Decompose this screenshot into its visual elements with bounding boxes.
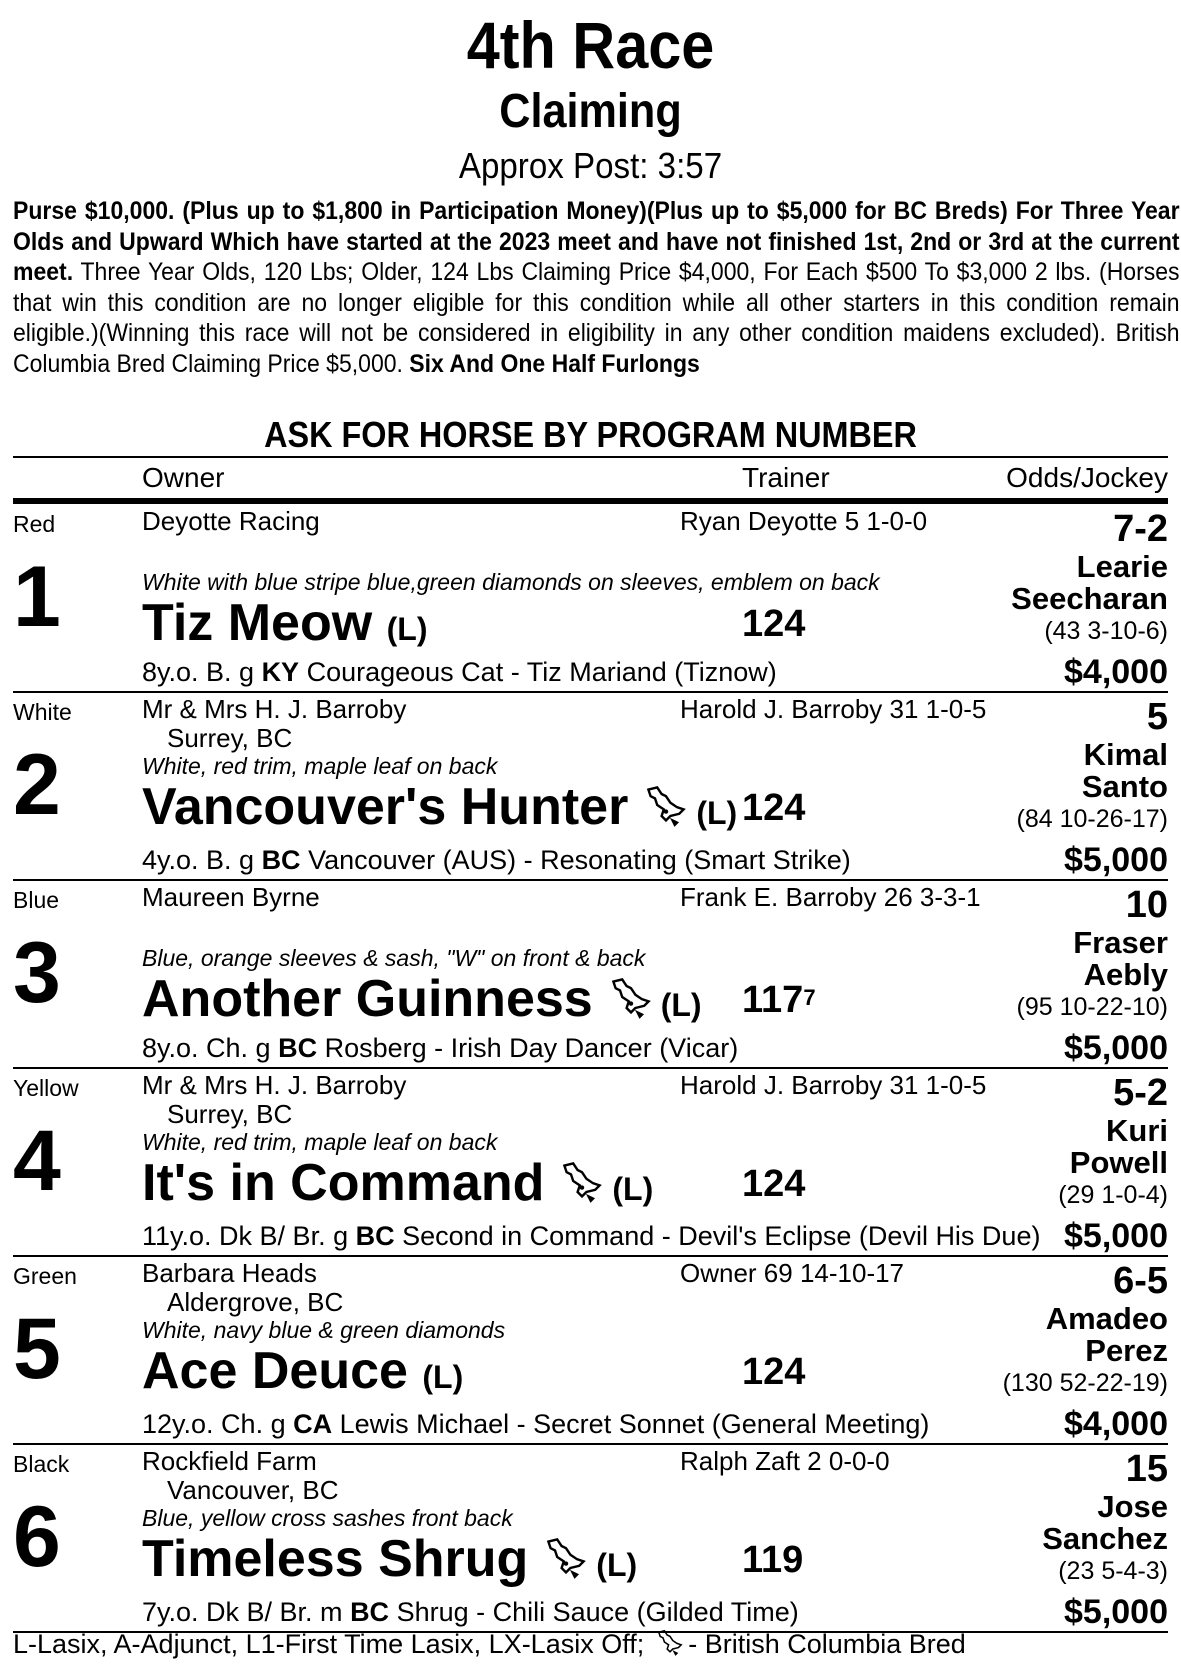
- trainer-record: Ryan Deyotte 5 1-0-0: [680, 506, 928, 536]
- entry-divider: [13, 879, 1168, 881]
- age-color-sex: 4y.o. B. g: [142, 845, 262, 875]
- pedigree: Shrug - Chili Sauce (Gilded Time): [389, 1597, 799, 1627]
- horse-entry: [0, 1070, 1181, 1257]
- owner-location: Surrey, BC: [167, 723, 293, 753]
- race-title: 4th Race: [466, 8, 715, 82]
- racing-colors: White, navy blue & green diamonds: [142, 1317, 506, 1343]
- weight: [742, 1538, 803, 1582]
- owner-name: Deyotte Racing: [142, 506, 320, 536]
- jockey-stats: (84 10-26-17): [1016, 805, 1168, 833]
- pedigree: Rosberg - Irish Day Dancer (Vicar): [317, 1033, 739, 1063]
- age-color-sex: 8y.o. Ch. g: [142, 1033, 279, 1063]
- owner-name: Maureen Byrne: [142, 882, 320, 912]
- jockey-first-name: Kimal: [1083, 737, 1168, 772]
- claiming-price: $5,000: [1064, 1217, 1168, 1255]
- horse-entry: [0, 1258, 1181, 1445]
- bc-bred-icon: [605, 973, 657, 1031]
- post-time: Approx Post: 3:57: [458, 145, 723, 186]
- program-number: 5: [13, 1301, 61, 1397]
- weight-value: 117: [742, 979, 804, 1021]
- horse-name: Tiz Meow: [142, 594, 373, 652]
- weight-value: 124: [742, 603, 806, 645]
- weight: [742, 786, 805, 830]
- breeding-line: [142, 1408, 929, 1440]
- claiming-price: $5,000: [1064, 841, 1168, 879]
- odds-jockey-column-header: Odds/Jockey: [1006, 462, 1168, 493]
- racing-colors: Blue, orange sleeves & sash, "W" on front & back: [142, 945, 646, 971]
- trainer-record: Frank E. Barroby 26 3-3-1: [680, 882, 981, 912]
- morning-line-odds: 5: [1146, 696, 1168, 738]
- horse-entry: [0, 882, 1181, 1069]
- jockey-first-name: Fraser: [1073, 925, 1168, 960]
- jockey-last-name: Aebly: [1083, 957, 1168, 992]
- program-number: 2: [13, 737, 61, 833]
- racing-colors: Blue, yellow cross sashes front back: [142, 1505, 513, 1531]
- saddle-cloth-color: White: [13, 699, 72, 725]
- racing-colors: White, red trim, maple leaf on back: [142, 753, 498, 779]
- jockey-last-name: Powell: [1069, 1145, 1168, 1180]
- bc-bred-icon: [640, 781, 692, 839]
- claiming-price: $5,000: [1064, 1593, 1168, 1631]
- weight-value: 124: [742, 787, 806, 829]
- race-conditions: [13, 196, 1180, 379]
- conditions-bold: Purse $10,000. (Plus up to $1,800 in Participation Money)(Plus up to $5,000 for BC Breds) For Three Year Olds and Upward Which have started at the 2023 meet and have not finished 1st, 2nd or 3rd at the current meet.: [13, 197, 1180, 286]
- claiming-price: $5,000: [1064, 1029, 1168, 1067]
- weight: [742, 1350, 805, 1394]
- trainer-record: Ralph Zaft 2 0-0-0: [680, 1446, 890, 1476]
- claiming-price: $4,000: [1064, 653, 1168, 691]
- horse-name-line: [142, 1154, 653, 1218]
- saddle-cloth-color: Red: [13, 511, 56, 537]
- program-number: 4: [13, 1113, 61, 1209]
- medication-marker: (L): [660, 987, 702, 1023]
- apprentice-allowance: 7: [803, 985, 816, 1010]
- racing-colors: White, red trim, maple leaf on back: [142, 1129, 498, 1155]
- jockey-first-name: Kuri: [1106, 1113, 1168, 1148]
- program-number: 1: [13, 549, 61, 645]
- weight: [742, 1162, 805, 1206]
- breeding-line: [142, 1032, 738, 1064]
- owner-name: Mr & Mrs H. J. Barroby: [142, 1070, 407, 1100]
- jockey-stats: (95 10-22-10): [1016, 993, 1168, 1021]
- age-color-sex: 7y.o. Dk B/ Br. m: [142, 1597, 351, 1627]
- breeding-line: [142, 1596, 799, 1628]
- entry-divider: [13, 1443, 1168, 1445]
- entry-divider: [13, 1067, 1168, 1069]
- trainer-record: Owner 69 14-10-17: [680, 1258, 905, 1288]
- horse-name-line: [142, 970, 702, 1034]
- medication-marker: (L): [612, 1171, 654, 1207]
- jockey-stats: (130 52-22-19): [1002, 1369, 1168, 1397]
- race-type: Claiming: [499, 85, 682, 138]
- horse-name: Vancouver's Hunter: [142, 778, 629, 836]
- medication-marker: (L): [386, 611, 428, 647]
- jockey-stats: (29 1-0-4): [1058, 1181, 1168, 1209]
- horse-name-line: [142, 1342, 463, 1406]
- morning-line-odds: 10: [1125, 884, 1168, 926]
- horse-name: It's in Command: [142, 1154, 545, 1212]
- state-bred: BC: [355, 1221, 395, 1251]
- trainer-column-header: Trainer: [742, 462, 830, 493]
- pedigree: Courageous Cat - Tiz Mariand (Tiznow): [299, 657, 777, 687]
- medication-marker: (L): [696, 795, 738, 831]
- horse-name-line: [142, 594, 427, 658]
- medication-marker: (L): [596, 1547, 638, 1583]
- weight-value: 124: [742, 1163, 806, 1205]
- saddle-cloth-color: Green: [13, 1263, 77, 1289]
- jockey-first-name: Jose: [1097, 1489, 1168, 1524]
- jockey-stats: (43 3-10-6): [1044, 617, 1168, 645]
- morning-line-odds: 6-5: [1113, 1260, 1168, 1302]
- owner-location: Aldergrove, BC: [167, 1287, 344, 1317]
- pedigree: Vancouver (AUS) - Resonating (Smart Strike): [300, 845, 851, 875]
- conditions-plain: Three Year Olds, 120 Lbs; Older, 124 Lbs Claiming Price $4,000, For Each $500 To $3,000 2 lbs. (Horses that win this condition are no longer eligible for this condition while all other starters in this condition remain eligible.)(Winning this race will not be considered in eligibility in any other condition maidens excluded). British Columbia Bred Claiming Price $5,000.: [13, 258, 1180, 378]
- jockey-first-name: Amadeo: [1045, 1301, 1168, 1336]
- owner-column-header: Owner: [142, 462, 225, 493]
- age-color-sex: 11y.o. Dk B/ Br. g: [142, 1221, 356, 1251]
- jockey-last-name: Sanchez: [1042, 1521, 1168, 1556]
- program-number: 6: [13, 1489, 61, 1585]
- saddle-cloth-color: Black: [13, 1451, 70, 1477]
- conditions-distance: Six And One Half Furlongs: [409, 349, 700, 378]
- program-number: 3: [13, 925, 61, 1021]
- bc-legend-text: - British Columbia Bred: [688, 1629, 966, 1659]
- morning-line-odds: 7-2: [1113, 508, 1168, 550]
- medication-marker: (L): [422, 1359, 464, 1395]
- jockey-first-name: Learie: [1076, 549, 1168, 584]
- header-rule: [13, 456, 1168, 458]
- state-bred: BC: [278, 1033, 318, 1063]
- bc-bred-icon: [540, 1533, 592, 1591]
- horse-entry: [0, 1446, 1181, 1633]
- state-bred: KY: [261, 657, 300, 687]
- weight: [742, 602, 805, 646]
- claiming-price: $4,000: [1064, 1405, 1168, 1443]
- trainer-record: Harold J. Barroby 31 1-0-5: [680, 694, 987, 724]
- morning-line-odds: 15: [1125, 1448, 1168, 1490]
- owner-location: Surrey, BC: [167, 1099, 293, 1129]
- owner-name: Barbara Heads: [142, 1258, 317, 1288]
- owner-name: Rockfield Farm: [142, 1446, 317, 1476]
- state-bred: BC: [350, 1597, 390, 1627]
- state-bred: CA: [293, 1409, 333, 1439]
- jockey-last-name: Seecharan: [1011, 581, 1168, 616]
- morning-line-odds: 5-2: [1113, 1072, 1168, 1114]
- weight: [742, 978, 816, 1022]
- horse-name-line: [142, 1530, 637, 1594]
- owner-location: Vancouver, BC: [167, 1475, 339, 1505]
- entry-divider: [13, 691, 1168, 693]
- legend-text: L-Lasix, A-Adjunct, L1-First Time Lasix, LX-Lasix Off;: [13, 1629, 645, 1659]
- bc-bred-icon: [656, 1628, 684, 1663]
- program-number-header: ASK FOR HORSE BY PROGRAM NUMBER: [264, 414, 917, 455]
- racing-colors: White with blue stripe blue,green diamonds on sleeves, emblem on back: [142, 569, 880, 595]
- horse-entry: [0, 506, 1181, 693]
- entry-divider: [13, 1255, 1168, 1257]
- breeding-line: [142, 1220, 1040, 1252]
- trainer-record: Harold J. Barroby 31 1-0-5: [680, 1070, 987, 1100]
- column-rule: [13, 498, 1168, 504]
- horse-name: Timeless Shrug: [142, 1530, 529, 1588]
- bc-bred-icon: [556, 1157, 608, 1215]
- jockey-last-name: Perez: [1085, 1333, 1168, 1368]
- horse-name: Ace Deuce: [142, 1342, 408, 1400]
- horse-name: Another Guinness: [142, 970, 593, 1028]
- jockey-last-name: Santo: [1081, 769, 1168, 804]
- age-color-sex: 8y.o. B. g: [142, 657, 262, 687]
- owner-name: Mr & Mrs H. J. Barroby: [142, 694, 407, 724]
- state-bred: BC: [261, 845, 301, 875]
- weight-value: 119: [742, 1539, 804, 1581]
- footer-legend: [13, 1628, 966, 1663]
- horse-name-line: [142, 778, 737, 842]
- breeding-line: [142, 844, 851, 876]
- saddle-cloth-color: Yellow: [13, 1075, 79, 1101]
- horse-entry: [0, 694, 1181, 881]
- jockey-stats: (23 5-4-3): [1058, 1557, 1168, 1585]
- pedigree: Lewis Michael - Secret Sonnet (General Meeting): [332, 1409, 930, 1439]
- saddle-cloth-color: Blue: [13, 887, 60, 913]
- age-color-sex: 12y.o. Ch. g: [142, 1409, 294, 1439]
- weight-value: 124: [742, 1351, 806, 1393]
- breeding-line: [142, 656, 777, 688]
- pedigree: Second in Command - Devil's Eclipse (Devil His Due): [394, 1221, 1041, 1251]
